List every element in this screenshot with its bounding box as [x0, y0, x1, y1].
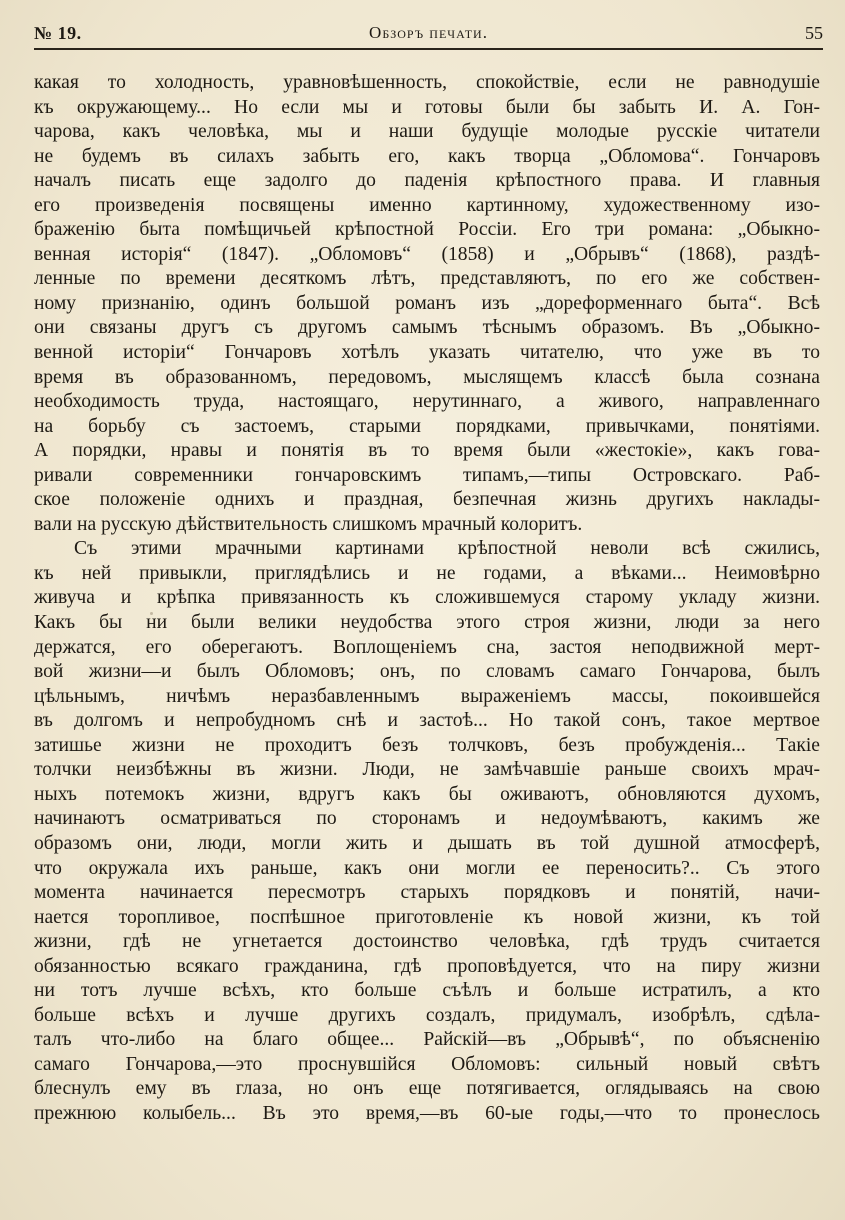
text-line: вали на русскую дѣйствительность слишкомъ мрачный колоритъ. — [34, 513, 583, 535]
text-line: прежнюю колыбель... Въ это время,—въ 60-ые годы,—что то пронеслось — [34, 1102, 820, 1124]
text-line: его произведенія посвящены именно картинному, художественному изо- — [34, 194, 820, 216]
text-line: венной исторіи“ Гончаровъ хотѣлъ указать читателю, что уже въ то — [34, 342, 820, 364]
paper-speck — [150, 612, 153, 615]
text-line: ныхъ потемокъ жизни, вдругъ какъ бы оживаютъ, обновляются духомъ, — [34, 783, 820, 805]
text-line: обязанностью всякаго гражданина, гдѣ проповѣдуется, что на пиру жизни — [34, 955, 820, 977]
text-line: образомъ они, люди, могли жить и дышать въ той душной атмосферѣ, — [34, 832, 820, 854]
text-line: въ долгомъ и непробудномъ снѣ и застоѣ... Но такой сонъ, такое мертвое — [34, 710, 820, 732]
text-line: толчки неизбѣжны въ жизни. Люди, не замѣчавшіе раньше своихъ мрач- — [34, 759, 820, 781]
text-line: время въ образованномъ, передовомъ, мыслящемъ классѣ была сознана — [34, 366, 820, 388]
text-line: Какъ бы ни были велики неудобства этого строя жизни, люди за него — [34, 612, 820, 634]
text-line: ленные по времени десяткомъ лѣтъ, представляютъ, по его же собствен- — [34, 268, 820, 290]
text-line: начинаютъ осматриваться по сторонамъ и недоумѣваютъ, какимъ же — [34, 808, 820, 830]
text-line: самаго Гончарова,—это проснувшійся Обломовъ: сильный новый свѣтъ — [34, 1053, 820, 1075]
page-number: 55 — [805, 23, 823, 43]
text-line: къ окружающему... Но если мы и готовы были бы забыть И. А. Гон- — [34, 96, 820, 118]
text-line: держатся, его оберегаютъ. Воплощеніемъ сна, застоя неподвижной мерт- — [34, 636, 820, 658]
text-line: ни тотъ лучше всѣхъ, кто больше съѣлъ и больше истратилъ, а кто — [34, 980, 820, 1002]
running-header — [34, 20, 823, 46]
text-line: ному признанію, одинъ большой романъ изъ „дореформеннаго быта“. Всѣ — [34, 292, 820, 314]
section-title: Обзоръ печати. — [369, 23, 488, 42]
text-line: чарова, какъ человѣка, мы и наши будущіе молодые русскіе читатели — [34, 121, 820, 143]
text-line: талъ что-либо на благо общее... Райскій—въ „Обрывѣ“, по объясненію — [34, 1029, 820, 1051]
paper-speck — [520, 1043, 523, 1046]
text-line: цѣльнымъ, ничѣмъ неразбавленнымъ выраженіемъ массы, покоившейся — [34, 685, 820, 707]
issue-number: № 19. — [34, 23, 82, 43]
text-line: браженію быта помѣщичьей крѣпостной Россіи. Его три романа: „Обыкно- — [34, 219, 820, 241]
text-line: началъ писать еще задолго до паденія крѣпостного права. И главныя — [34, 170, 820, 192]
text-line: къ ней привыкли, приглядѣлись и не годами, а вѣками... Неимовѣрно — [34, 562, 820, 584]
body-text — [34, 71, 820, 1127]
text-line: ское положеніе однихъ и праздная, безпечная жизнь другихъ наклады- — [34, 489, 820, 511]
text-line: жизни, гдѣ не угнетается достоинство человѣка, гдѣ трудъ считается — [34, 931, 820, 953]
text-line: ривали современники гончаровскимъ типамъ,—типы Островскаго. Раб- — [34, 464, 820, 486]
text-line: больше всѣхъ и лучше другихъ создалъ, придумалъ, изобрѣлъ, сдѣла- — [34, 1004, 820, 1026]
text-line: на борьбу съ застоемъ, старыми порядками, привычками, понятіями. — [34, 415, 820, 437]
header-rule — [34, 48, 823, 50]
text-line: момента начинается пересмотръ старыхъ порядковъ и понятій, начи- — [34, 882, 820, 904]
text-line: живуча и крѣпка привязанность къ сложившемуся старому укладу жизни. — [34, 587, 820, 609]
text-line: Съ этими мрачными картинами крѣпостной неволи всѣ сжились, — [74, 538, 820, 560]
text-line: нается торопливое, поспѣшное приготовленіе къ новой жизни, къ той — [34, 906, 820, 928]
text-line: затишье жизни не проходитъ безъ толчковъ, безъ пробужденія... Такіе — [34, 734, 820, 756]
text-line: блеснулъ ему въ глаза, но онъ еще потягивается, оглядываясь на свою — [34, 1078, 820, 1100]
text-line: необходимость труда, настоящаго, нерутиннаго, а живого, направленнаго — [34, 391, 820, 413]
text-line: какая то холодность, уравновѣшенность, спокойствіе, если не равнодушіе — [34, 72, 820, 93]
text-line: не будемъ въ силахъ забыть его, какъ творца „Обломова“. Гончаровъ — [34, 145, 820, 167]
text-line: А порядки, нравы и понятія въ то время были «жестокіе», какъ гова- — [34, 440, 820, 462]
text-line: венная исторія“ (1847). „Обломовъ“ (1858) и „Обрывъ“ (1868), раздѣ- — [34, 243, 820, 265]
text-line: что окружала ихъ раньше, какъ они могли ее переносить?.. Съ этого — [34, 857, 820, 879]
text-line: они связаны другъ съ другомъ самымъ тѣснымъ образомъ. Въ „Обыкно- — [34, 317, 820, 339]
text-line: вой жизни—и былъ Обломовъ; онъ, по словамъ самаго Гончарова, былъ — [34, 661, 820, 683]
